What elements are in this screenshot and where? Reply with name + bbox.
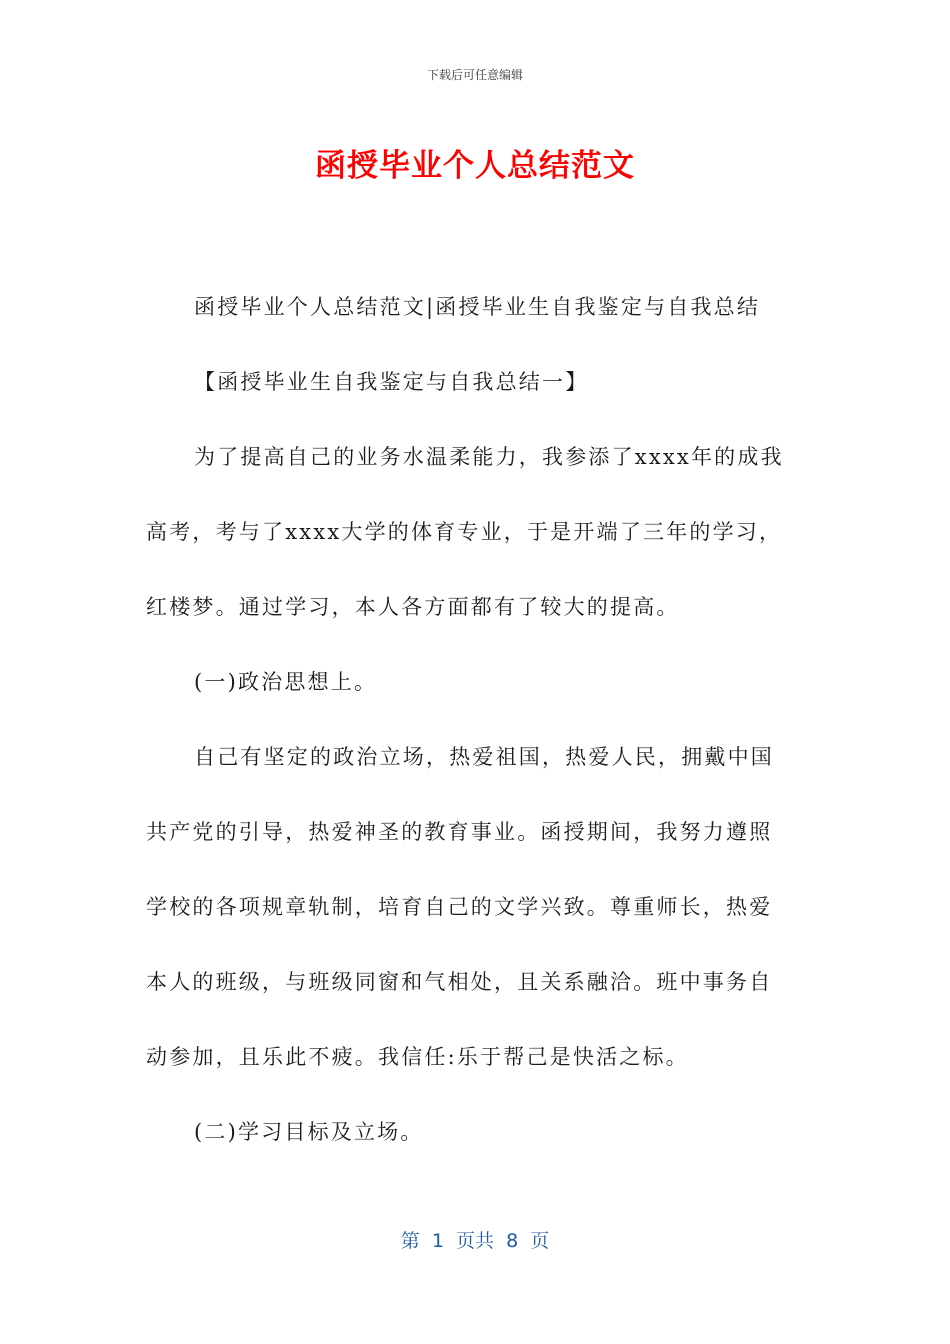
paragraph-line: 【函授毕业生自我鉴定与自我总结一】 — [194, 370, 589, 394]
paragraph-line: 为了提高自己的业务水温柔能力，我参添了xxxx年的成我 — [194, 445, 784, 469]
header-note: 下载后可任意编辑 — [426, 68, 523, 82]
page-footer: 第 1 页共 8 页 — [400, 1230, 550, 1252]
paragraph-line: (一)政治思想上。 — [194, 670, 378, 694]
paragraph-line: 红楼梦。通过学习，本人各方面都有了较大的提高。 — [146, 595, 680, 619]
document-body — [146, 270, 806, 1170]
paragraph-line: 共产党的引导，热爱神圣的教育事业。函授期间，我努力遵照 — [146, 820, 773, 844]
paragraph-line: 本人的班级，与班级同窗和气相处，且关系融洽。班中事务自 — [146, 970, 773, 994]
paragraph-line: (二)学习目标及立场。 — [194, 1120, 424, 1144]
document-title: 函授毕业个人总结范文 — [315, 148, 635, 184]
paragraph-line: 自己有坚定的政治立场，热爱祖国，热爱人民，拥戴中国 — [194, 745, 774, 769]
paragraph-line: 动参加，且乐此不疲。我信任:乐于帮己是快活之标。 — [146, 1045, 689, 1069]
paragraph-line: 函授毕业个人总结范文|函授毕业生自我鉴定与自我总结 — [194, 295, 761, 319]
paragraph-line: 高考，考与了xxxx大学的体育专业，于是开端了三年的学习， — [146, 520, 783, 544]
paragraph-line: 学校的各项规章轨制，培育自己的文学兴致。尊重师长，热爱 — [146, 895, 773, 919]
